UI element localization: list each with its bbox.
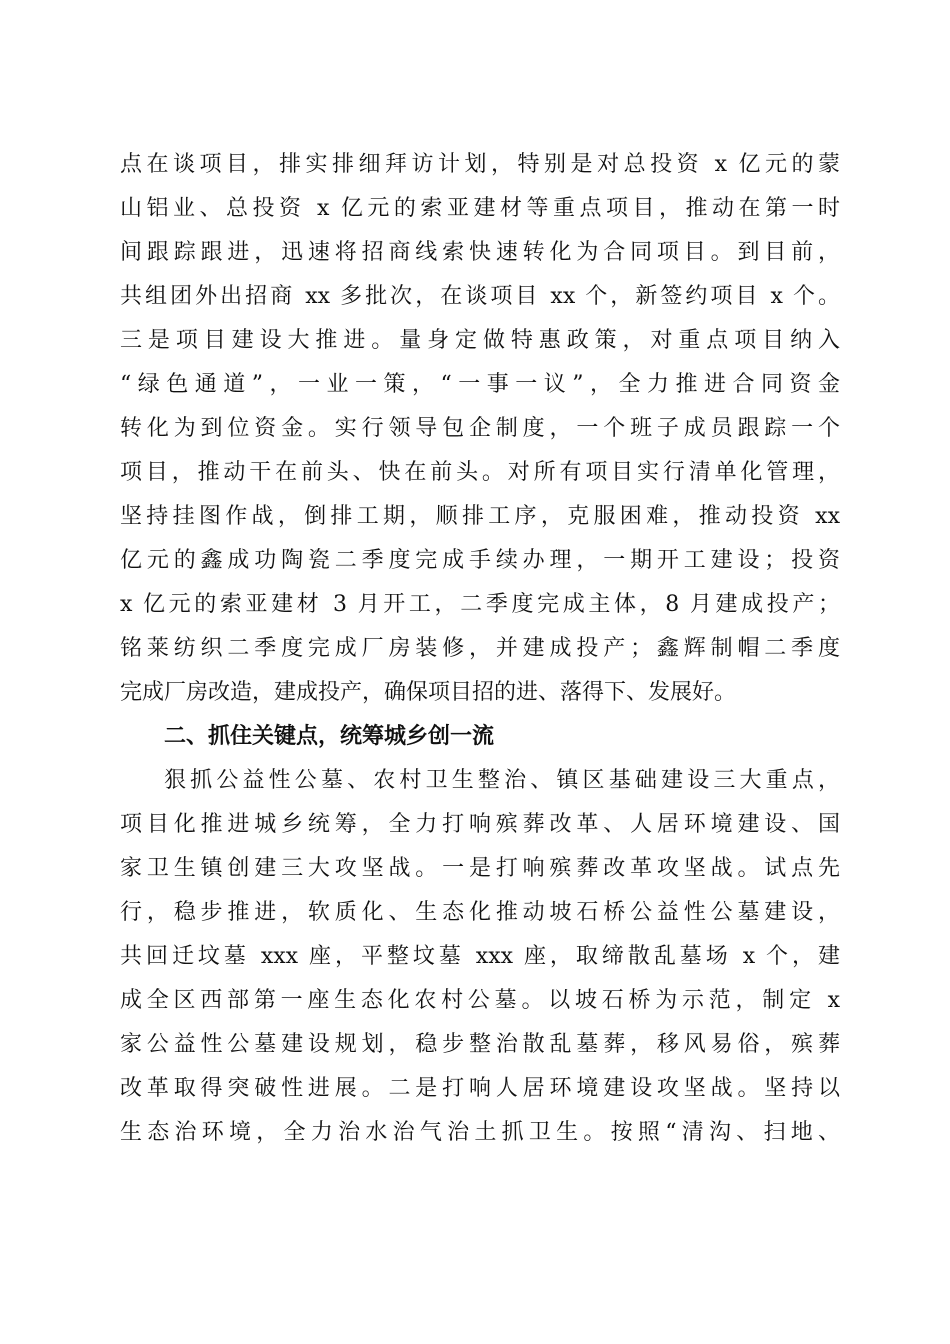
text-line: 共组团外出招商 xx 多批次，在谈项目 xx 个，新签约项目 x 个。: [120, 284, 840, 309]
text-line: 项目化推进城乡统筹，全力打响殡葬改革、人居环境建设、国: [120, 812, 840, 837]
text-line: 亿元的鑫成功陶瓷二季度完成手续办理，一期开工建设；投资: [120, 548, 840, 573]
text-line: 狠抓公益性公墓、农村卫生整治、镇区基础建设三大重点，: [164, 768, 840, 793]
text-line: 间跟踪跟进，迅速将招商线索快速转化为合同项目。到目前，: [120, 240, 840, 265]
text-line: 坚持挂图作战，倒排工期，顺排工序，克服困难，推动投资 xx: [120, 504, 840, 529]
text-line: 生态治环境，全力治水治气治土抓卫生。按照“清沟、扫地、: [120, 1120, 840, 1145]
text-line: 点在谈项目，排实排细拜访计划，特别是对总投资 x 亿元的蒙: [120, 152, 840, 177]
text-line: 铭莱纺织二季度完成厂房装修，并建成投产；鑫辉制帽二季度: [120, 636, 840, 661]
text-line: x 亿元的索亚建材 3 月开工，二季度完成主体，8 月建成投产；: [120, 592, 840, 617]
text-line: 成全区西部第一座生态化农村公墓。以坡石桥为示范，制定 x: [120, 988, 840, 1013]
text-line: 家卫生镇创建三大攻坚战。一是打响殡葬改革攻坚战。试点先: [120, 856, 840, 881]
text-line: 三是项目建设大推进。量身定做特惠政策，对重点项目纳入: [120, 328, 840, 353]
text-line: 共回迁坟墓 xxx 座，平整坟墓 xxx 座，取缔散乱墓场 x 个，建: [120, 944, 840, 969]
text-line: “绿色通道”，一业一策，“一事一议”，全力推进合同资金: [120, 372, 840, 397]
text-line: 转化为到位资金。实行领导包企制度，一个班子成员跟踪一个: [120, 416, 840, 441]
text-line: 完成厂房改造，建成投产，确保项目招的进、落得下、发展好。: [120, 680, 737, 705]
section-heading: 二、抓住关键点，统筹城乡创一流: [164, 724, 495, 749]
text-line: 山铝业、总投资 x 亿元的索亚建材等重点项目，推动在第一时: [120, 196, 840, 221]
text-line: 改革取得突破性进展。二是打响人居环境建设攻坚战。坚持以: [120, 1076, 840, 1101]
text-line: 项目，推动干在前头、快在前头。对所有项目实行清单化管理，: [120, 460, 840, 485]
text-line: 行，稳步推进，软质化、生态化推动坡石桥公益性公墓建设，: [120, 900, 840, 925]
text-line: 家公益性公墓建设规划，稳步整治散乱墓葬，移风易俗，殡葬: [120, 1032, 840, 1057]
